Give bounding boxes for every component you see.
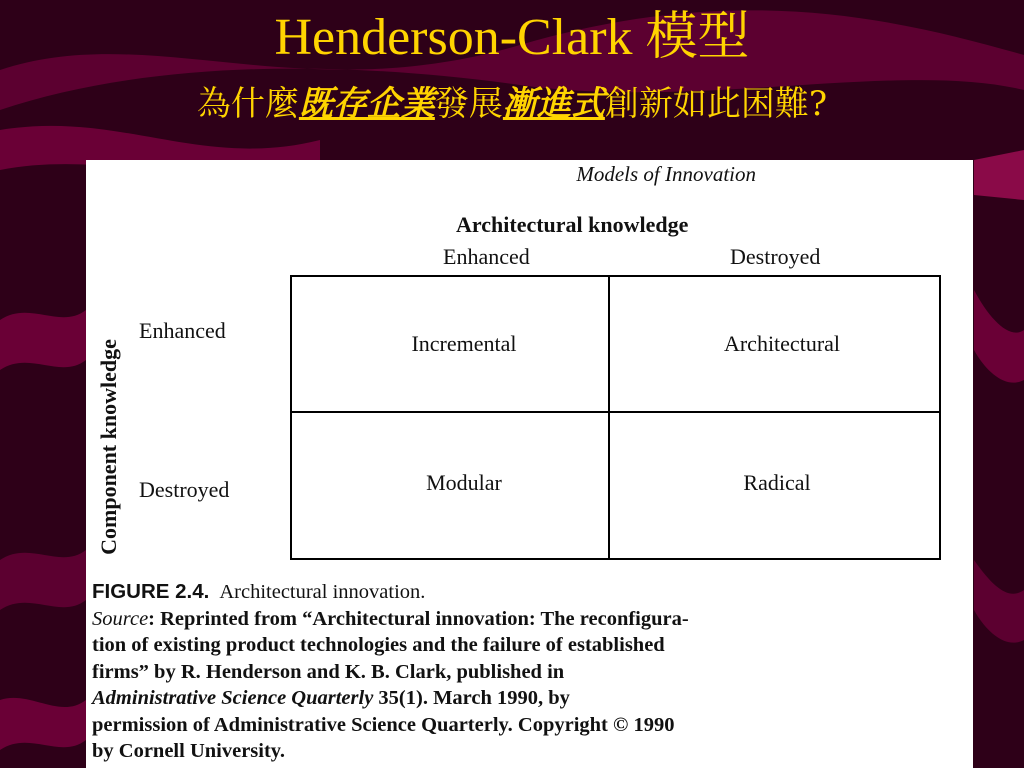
row-label-destroyed: Destroyed [139,477,230,502]
figure-caption [92,579,952,765]
journal-name: Administrative Science Quarterly [92,687,374,709]
innovation-models-figure [86,160,973,768]
source-line-3: firms” by R. Henderson and K. B. Clark, published in [92,660,565,683]
source-line-5: permission of Administrative Science Quarterly. Copyright © 1990 [92,713,675,736]
journal-issue: 35(1). March 1990, by [373,687,570,709]
column-label-destroyed: Destroyed [730,244,821,269]
subtitle-part-3: 創新如此困難? [604,84,828,124]
cell-incremental: Incremental [411,331,517,356]
architectural-knowledge-label: Architectural knowledge [456,212,689,237]
source-line-6: by Cornell University. [92,740,286,762]
row-label-enhanced: Enhanced [139,318,226,343]
subtitle-emphasis-incumbent-firms: 既存企業 [298,84,435,124]
matrix-horizontal-divider [292,411,939,413]
figure-number: FIGURE 2.4. [92,580,210,603]
source-line-1: : Reprinted from “Architectural innovation: The reconfigura- [148,607,689,630]
cell-architectural: Architectural [723,331,841,356]
caption-line-1 [92,579,952,606]
figure-heading: Models of Innovation [576,162,756,186]
component-knowledge-label [94,339,124,555]
slide-title: Henderson-Clark 模型 [274,9,750,66]
innovation-matrix [290,275,941,560]
matrix-vertical-divider [608,277,610,558]
subtitle-part-1: 為什麼 [196,84,299,124]
cell-radical: Radical [743,470,811,495]
caption-line-2 [92,606,952,633]
column-label-enhanced: Enhanced [443,244,530,269]
subtitle-part-2: 發展 [434,84,503,124]
figure-title: Architectural innovation. [219,581,426,603]
source-line-2: tion of existing product technologies and the failure of established [92,634,665,656]
cell-modular: Modular [426,470,502,495]
caption-line-journal [92,685,952,712]
slide-subtitle [0,80,1024,128]
source-key: Source [92,607,149,630]
component-knowledge-text: Component knowledge [96,339,121,555]
subtitle-emphasis-incremental: 漸進式 [502,84,605,124]
